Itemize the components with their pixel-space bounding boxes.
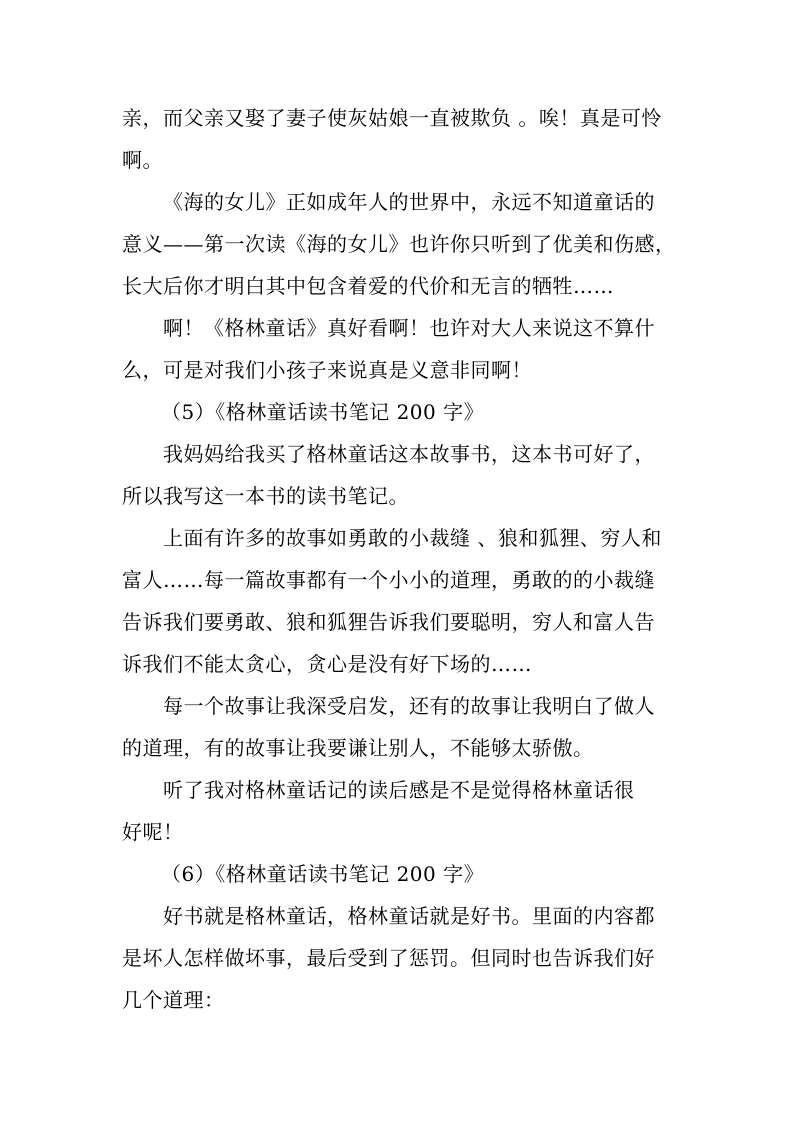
text-line: 是坏人怎样做坏事，最后受到了惩罚。但同时也告诉我们好 [122, 946, 655, 970]
paragraph-line: 上面有许多的故事如勇敢的小裁缝 、狼和狐狸、穷人和 [163, 526, 662, 550]
paragraph-line: 我妈妈给我买了格林童话这本故事书，这本书可好了， [163, 442, 655, 466]
text-line: 几个道理： [122, 988, 225, 1012]
text-line: 长大后你才明白其中包含着爱的代价和无言的牺牲…… [122, 274, 614, 298]
text-line: 告诉我们要勇敢、狼和狐狸告诉我们要聪明，穷人和富人告 [122, 610, 655, 634]
section-heading: （5）《格林童话读书笔记 200 字》 [161, 400, 485, 424]
paragraph-line: 听了我对格林童话记的读后感是不是觉得格林童话很 [163, 778, 635, 802]
text-line: 么，可是对我们小孩子来说真是义意非同啊！ [122, 358, 532, 382]
paragraph-line: 好书就是格林童话，格林童话就是好书。里面的内容都 [163, 904, 655, 928]
text-line: 亲，而父亲又娶了妻子使灰姑娘一直被欺负 。唉！真是可怜 [122, 106, 662, 130]
paragraph-line: 啊！《格林童话》真好看啊！也许对大人来说这不算什 [163, 316, 655, 340]
text-line: 的道理，有的故事让我要谦让别人，不能够太骄傲。 [122, 736, 594, 760]
paragraph-line: 每一个故事让我深受启发，还有的故事让我明白了做人 [163, 694, 655, 718]
text-line: 所以我写这一本书的读书笔记。 [122, 484, 409, 508]
text-line: 诉我们不能太贪心，贪心是没有好下场的…… [122, 652, 532, 676]
text-line: 富人……每一篇故事都有一个小小的道理，勇敢的的小裁缝 [122, 568, 655, 592]
text-line: 好呢！ [122, 820, 184, 844]
text-line: 意义——第一次读《海的女儿》也许你只听到了优美和伤感， [122, 232, 676, 256]
section-heading: （6）《格林童话读书笔记 200 字》 [161, 862, 485, 886]
text-line: 啊。 [122, 148, 163, 172]
paragraph-line: 《海的女儿》正如成年人的世界中，永远不知道童话的 [163, 190, 655, 214]
